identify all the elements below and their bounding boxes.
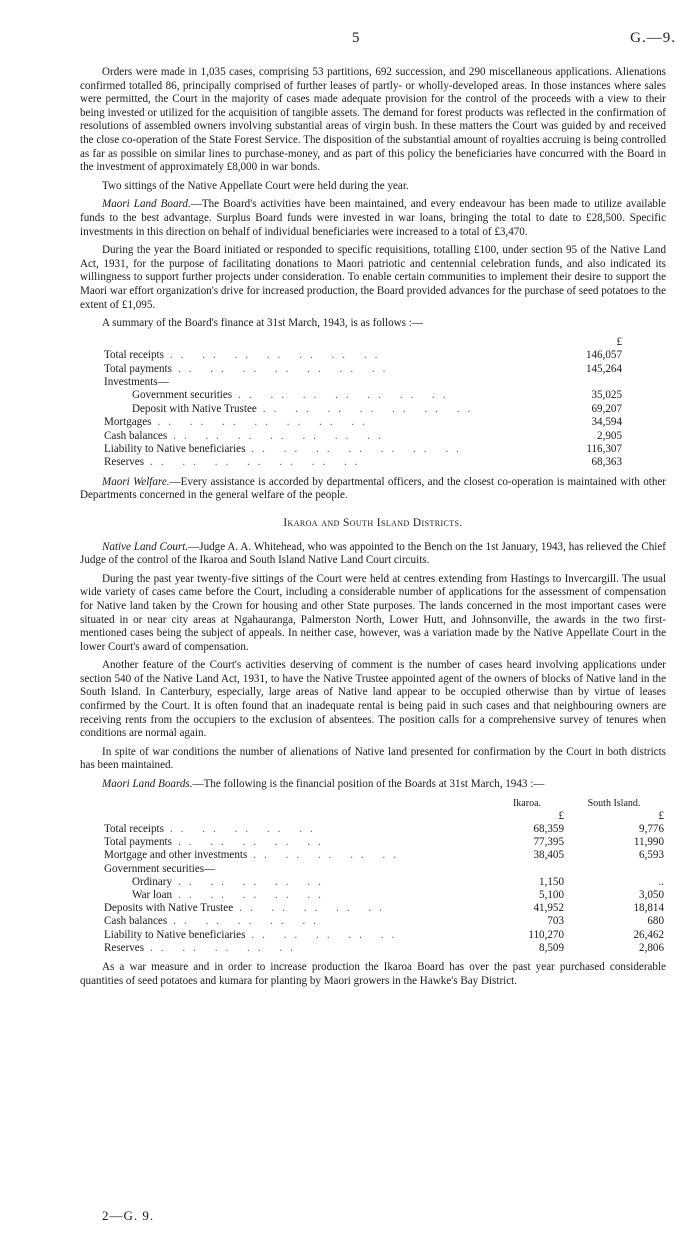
paragraph-sittings: During the past year twenty-five sittings of the Court were held at centres extending from Hastings to Invercargill. The usual wide variety of cases came before the Court, including a considerable number of applications for the assessment of compensation for Native land taken by the Crown for housing and other State purposes. The lands concerned in the most important cases were situated in or near city areas at Ngahauranga, Palmerston North, Lower Hutt, and Johnsonville, the awards in the two first-mentioned cases being the subject of appeals. In neither case, however, was a variation made by the Native Appellate Court in the lower Court's award of compensation.	[80, 572, 666, 653]
summary-intro: A summary of the Board's finance at 31st March, 1943, is as follows :—	[102, 317, 423, 330]
currency-symbol: £	[658, 809, 664, 822]
leader-dots: .. .. .. .. .. .. ..	[177, 362, 394, 375]
south-island-value	[564, 863, 664, 876]
paragraph-text: —Judge A. A. Whitehead, who was appointed to the Bench on the 1st January, 1943, has relieved the Chief Judge of the control of the Ikaroa and South Island Native Land Court circuits.	[80, 540, 666, 567]
row-label	[104, 902, 490, 915]
boards-finance-table	[104, 797, 664, 955]
row-label	[104, 889, 490, 902]
row-label	[104, 836, 490, 849]
page-body	[80, 66, 666, 993]
finance-row	[104, 389, 622, 402]
finance-row	[104, 376, 622, 389]
paragraph-lead: Maori Land Board.	[102, 198, 191, 211]
row-label	[104, 876, 490, 889]
leader-dots: .. .. .. .. .. .. ..	[169, 349, 386, 362]
south-island-value: 26,462	[633, 928, 664, 941]
row-label-text: Total receipts	[104, 349, 164, 362]
finance-row	[104, 863, 664, 876]
finance-row	[104, 915, 664, 928]
row-label	[104, 849, 490, 862]
page-number: 5	[352, 30, 360, 46]
finance-row	[104, 443, 622, 456]
row-label	[104, 349, 564, 362]
finance-row	[104, 889, 664, 902]
ikaroa-value: 77,395	[533, 836, 564, 849]
row-value: 35,025	[591, 389, 622, 402]
paragraph-lead: Maori Welfare.	[102, 475, 170, 488]
leader-dots: .. .. .. .. ..	[150, 941, 301, 954]
finance-row	[104, 849, 664, 862]
row-label-text: Liability to Native beneficiaries	[104, 442, 246, 455]
ikaroa-value: 110,270	[528, 928, 564, 941]
leader-dots: .. .. .. .. ..	[251, 928, 403, 941]
row-label-text: Deposit with Native Trustee	[132, 402, 257, 415]
currency-symbol: £	[558, 809, 564, 822]
row-label-text: Deposits with Native Trustee	[104, 902, 234, 915]
south-island-value: 11,990	[633, 836, 664, 849]
row-value: 146,057	[585, 349, 622, 362]
ikaroa-value: 38,405	[533, 849, 564, 862]
south-island-value: 6,593	[639, 849, 664, 862]
paragraph-appellate-sittings: Two sittings of the Native Appellate Court were held during the year.	[102, 179, 409, 192]
leader-dots: .. .. .. .. ..	[239, 902, 390, 915]
finance-row	[104, 430, 622, 443]
leader-dots: .. .. .. .. .. .. ..	[251, 442, 467, 455]
finance-row	[104, 929, 664, 942]
leader-dots: .. .. .. .. ..	[169, 823, 321, 836]
south-island-value: ..	[658, 875, 664, 888]
board-finance-table	[104, 336, 622, 470]
row-label	[104, 389, 564, 402]
row-label-text: Reserves	[104, 941, 145, 954]
south-island-value: 2,806	[639, 941, 664, 954]
row-value: 145,264	[585, 362, 622, 375]
ikaroa-value: 1,150	[539, 875, 564, 888]
row-label	[104, 456, 564, 469]
row-value: 69,207	[591, 402, 622, 415]
leader-dots: .. .. .. .. ..	[177, 836, 329, 849]
row-value: 34,594	[591, 416, 622, 429]
row-value	[564, 376, 622, 389]
ikaroa-value: 68,359	[533, 823, 564, 836]
finance-row	[104, 823, 664, 836]
section-heading: Ikaroa and South Island Districts.	[283, 516, 463, 529]
row-label-text: Reserves	[104, 456, 145, 469]
row-label	[104, 443, 564, 456]
finance-row	[104, 942, 664, 955]
paragraph-war-measure: As a war measure and in order to increase production the Ikaroa Board has over the past year purchased considerable quantities of seed potatoes and kumara for planting by Maori growers in the Hawke's Bay District.	[80, 961, 666, 987]
column-header-ikaroa: Ikaroa.	[512, 797, 542, 809]
row-label	[104, 915, 490, 928]
leader-dots: .. .. .. .. ..	[173, 915, 324, 928]
paragraph-text: —The Board's activities have been maintained, and every endeavour has been made to utilize available funds to the best advantage. Surplus Board funds were invested in war loans, bringing the total to date to £28,500. Specific investments in this direction on behalf of individual beneficiaries were increased to a total of £3,470.	[80, 198, 666, 238]
row-label	[104, 929, 490, 942]
south-island-value: 9,776	[639, 823, 664, 836]
ikaroa-value	[490, 863, 564, 876]
south-island-value: 3,050	[639, 889, 664, 902]
row-label	[104, 363, 564, 376]
row-label-text: Total payments	[104, 362, 172, 375]
finance-row	[104, 349, 622, 362]
row-label	[104, 430, 564, 443]
row-label-text: Total payments	[104, 836, 172, 849]
finance-row	[104, 363, 622, 376]
row-label	[104, 863, 490, 876]
row-label	[104, 403, 564, 416]
ikaroa-value: 8,509	[539, 941, 564, 954]
paragraph-maori-land-board	[80, 198, 666, 239]
ikaroa-value: 41,952	[533, 902, 564, 915]
finance-row	[104, 456, 622, 469]
row-value: 116,307	[586, 442, 622, 455]
paragraph-orders: Orders were made in 1,035 cases, comprising 53 partitions, 692 succession, and 290 miscellaneous applications. Alienations confirmed totalled 86, principally comprised of further leases of partly- or wholly-developed areas. In those instances where sales were permitted, the Court in the majority of cases made adequate provision for the control of the proceeds with a view to their being invested or utilized for the acquisition of tangible assets. The demand for forest products was reflected in the confirmation of resolutions of assembled owners involving substantial areas of virgin bush. In these matters the Court was guided by and received the close co-operation of the State Forest Service. The disposition of the substantial amount of royalties accruing is being controlled as far as possible on similar lines to purchase-money, and as part of this policy the beneficiaries have concurred with the Board in the investment of approximately £8,000 in war bonds.	[80, 66, 666, 174]
south-island-value: 680	[647, 915, 664, 928]
leader-dots: .. .. .. .. ..	[178, 889, 329, 902]
column-header-row	[104, 797, 664, 810]
row-label-text: Investments—	[104, 375, 169, 388]
finance-row	[104, 836, 664, 849]
finance-row	[104, 876, 664, 889]
currency-row	[104, 810, 664, 823]
signature-mark: 2—G. 9.	[102, 1208, 155, 1223]
row-label-text: Ordinary	[132, 875, 173, 888]
paragraph-requisitions: During the year the Board initiated or responded to specific requisitions, totalling £100, under section 95 of the Native Land Act, 1931, for the purpose of facilitating donations to Maori patriotic and centennial celebration funds, and also indicated its willingness to support further projects under consideration. To enable certain communities to implement their desire to support the Maori war effort organization's drive for increased production, the Board provided advances for the purchase of seed potatoes to the extent of £1,095.	[80, 244, 666, 311]
currency-symbol: £	[616, 335, 622, 348]
row-label-text: Liability to Native beneficiaries	[104, 928, 246, 941]
row-value: 2,905	[597, 429, 622, 442]
row-label-text: Total receipts	[104, 823, 164, 836]
ikaroa-value: 703	[547, 915, 564, 928]
leader-dots: .. .. .. .. .. .. ..	[262, 402, 479, 415]
paragraph-alienations: In spite of war conditions the number of alienations of Native land presented for confirmation by the Court in both districts has been maintained.	[80, 745, 666, 772]
row-label	[104, 823, 490, 836]
row-label	[104, 416, 564, 429]
leader-dots: .. .. .. .. .. .. ..	[238, 389, 454, 402]
page-header	[0, 30, 700, 50]
column-header-south-island: South Island.	[587, 797, 641, 809]
leader-dots: .. .. .. .. .. .. ..	[150, 456, 366, 469]
leader-dots: .. .. .. .. .. .. ..	[173, 429, 389, 442]
row-label-text: Mortgage and other investments	[104, 849, 248, 862]
row-label-text: War loan	[132, 889, 173, 902]
row-label-text: Cash balances	[104, 915, 168, 928]
row-label-text: Government securities	[132, 389, 233, 402]
finance-row	[104, 416, 622, 429]
paragraph-maori-welfare	[80, 476, 666, 503]
ikaroa-value: 5,100	[539, 889, 564, 902]
paragraph-court-feature: Another feature of the Court's activities deserving of comment is the number of cases heard involving applications under section 540 of the Native Land Act, 1931, to have the Native Trustee appointed agent of the owners of blocks of Native land in the South Island. In Canterbury, especially, large areas of Native land appear to be occupied otherwise than by virtue of leases confirmed by the Court. It is often found that an inadequate rental is being paid in such cases and that neighbouring owners are receiving rents from the occupiers to the exclusion of absentees. The position calls for a comprehensive survey of tenures when conditions are normal again.	[80, 659, 666, 740]
row-label-text: Cash balances	[104, 429, 168, 442]
south-island-value: 18,814	[633, 902, 664, 915]
row-label	[104, 376, 564, 389]
row-label	[104, 942, 490, 955]
paragraph-lead: Maori Land Boards.	[102, 778, 193, 791]
paragraph-maori-land-boards	[80, 778, 666, 792]
finance-row	[104, 902, 664, 915]
row-value: 68,363	[591, 456, 622, 469]
paragraph-text: —Every assistance is accorded by departmental officers, and the closest co-operation is maintained with other Departments concerned in the general welfare of the people.	[80, 475, 666, 502]
row-label-text: Government securities—	[104, 862, 216, 875]
document-reference: G.—9.	[630, 30, 676, 46]
leader-dots: .. .. .. .. ..	[253, 849, 405, 862]
leader-dots: .. .. .. .. .. .. ..	[157, 416, 373, 429]
leader-dots: .. .. .. .. ..	[178, 875, 329, 888]
currency-row	[104, 336, 622, 349]
finance-row	[104, 403, 622, 416]
paragraph-native-land-court	[80, 541, 666, 568]
paragraph-text: —The following is the financial position of the Boards at 31st March, 1943 :—	[192, 778, 545, 791]
paragraph-lead: Native Land Court.	[102, 540, 189, 553]
row-label-text: Mortgages	[104, 416, 152, 429]
